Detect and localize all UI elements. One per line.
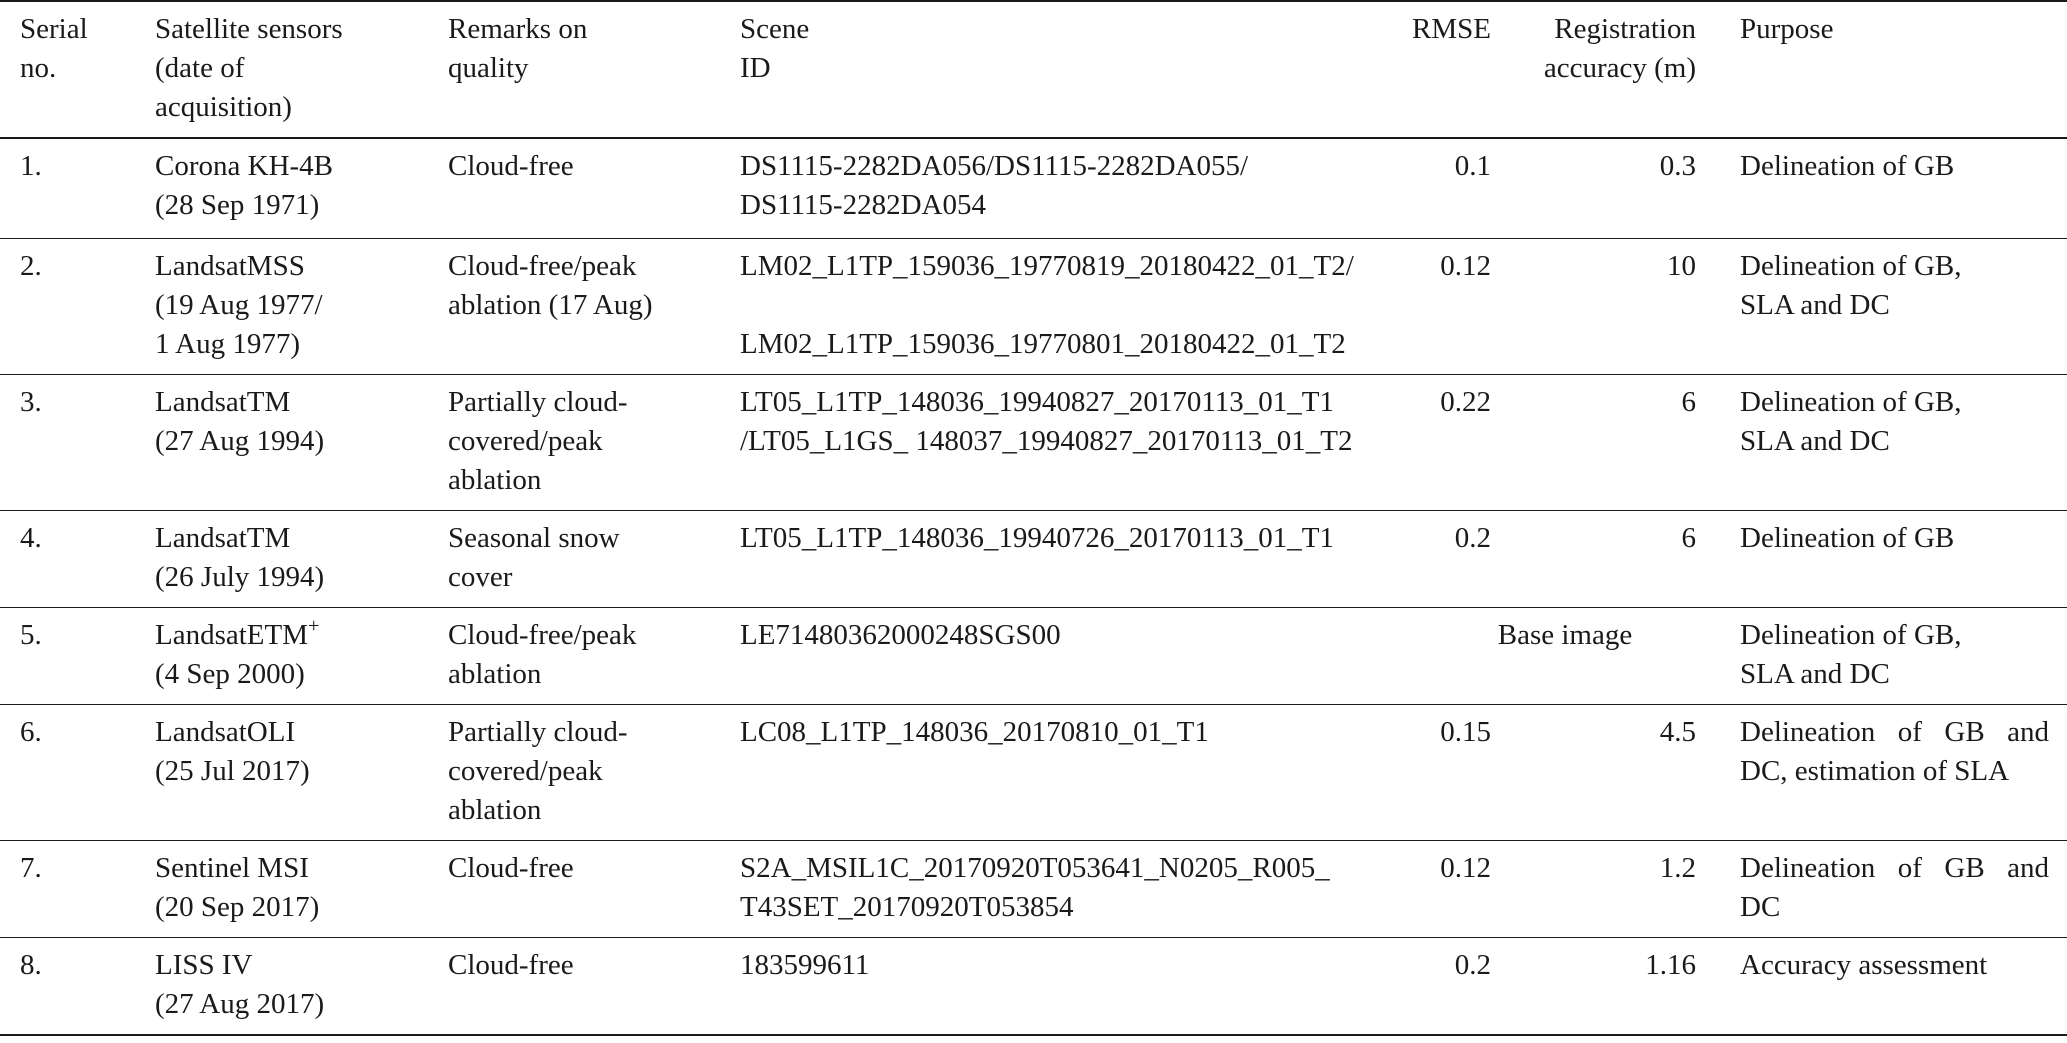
cell-sensor: LandsatTM (26 July 1994) [155, 521, 325, 593]
table-row [0, 374, 2067, 510]
cell-remarks: Partially cloud- covered/peak ablation [448, 715, 628, 826]
cell-registration-accuracy: 6 [1681, 521, 1696, 554]
cell-purpose: Delineation of GB, SLA and DC [1740, 249, 1962, 321]
cell-sensor: LISS IV (27 Aug 2017) [155, 948, 325, 1020]
cell-rmse: 0.2 [1454, 521, 1491, 554]
cell-rmse: 0.12 [1440, 851, 1491, 884]
header-row [0, 1, 2067, 138]
cell-scene-id: S2A_MSIL1C_20170920T053641_N0205_R005_ T43SET_20170920T053854 [740, 851, 1330, 923]
cell-purpose: Delineation of GB and DC [1740, 851, 2049, 923]
header-registration-accuracy: Registration accuracy (m) [1543, 13, 1696, 84]
cell-remarks: Seasonal snow cover [448, 521, 620, 593]
table-header [0, 1, 2067, 138]
header-remarks-on-quality: Remarks on quality [448, 13, 588, 84]
cell-base-image: Base image [1497, 618, 1633, 651]
table-body [0, 138, 2067, 1035]
cell-purpose: Delineation of GB, SLA and DC [1740, 385, 1962, 457]
cell-serial: 4. [20, 521, 42, 554]
cell-serial: 6. [20, 715, 42, 748]
header-satellite-sensors: Satellite sensors (date of acquisition) [155, 13, 343, 123]
table-row [0, 238, 2067, 374]
cell-registration-accuracy: 6 [1681, 385, 1696, 418]
table-row [0, 138, 2067, 238]
cell-scene-id: LT05_L1TP_148036_19940827_20170113_01_T1 /LT05_L1GS_ 148037_19940827_20170113_01_T2 [740, 385, 1353, 457]
header-scene-id: Scene ID [740, 13, 810, 84]
table-row [0, 704, 2067, 840]
cell-serial: 2. [20, 249, 42, 282]
cell-remarks: Cloud-free/peak ablation [448, 618, 637, 690]
cell-registration-accuracy: 1.16 [1645, 948, 1696, 981]
cell-registration-accuracy: 0.3 [1659, 150, 1696, 182]
header-purpose: Purpose [1740, 13, 1834, 45]
cell-remarks: Cloud-free/peak ablation (17 Aug) [448, 249, 653, 321]
cell-sensor: LandsatOLI (25 Jul 2017) [155, 715, 310, 787]
cell-scene-id: DS1115-2282DA056/DS1115-2282DA055/ DS1115-2282DA054 [740, 150, 1249, 221]
cell-rmse: 0.1 [1454, 150, 1491, 182]
cell-registration-accuracy: 1.2 [1659, 851, 1696, 884]
cell-rmse: 0.12 [1440, 249, 1491, 282]
cell-remarks: Cloud-free [448, 851, 574, 884]
cell-purpose: Delineation of GB and DC, estimation of SLA [1740, 715, 2049, 787]
cell-purpose: Delineation of GB [1740, 150, 1955, 182]
cell-registration-accuracy: 4.5 [1659, 715, 1696, 748]
cell-remarks: Partially cloud- covered/peak ablation [448, 385, 628, 496]
cell-rmse: 0.22 [1440, 385, 1491, 418]
sensor-date: (4 Sep 2000) [155, 657, 305, 690]
table-row [0, 840, 2067, 937]
cell-scene-id: 183599611 [740, 948, 870, 981]
cell-serial: 3. [20, 385, 42, 418]
cell-serial: 5. [20, 618, 42, 651]
cell-scene-id: LM02_L1TP_159036_19770819_20180422_01_T2/ LM02_L1TP_159036_19770801_20180422_01_T2 [740, 249, 1354, 360]
cell-purpose: Delineation of GB [1740, 521, 1955, 554]
header-rmse: RMSE [1412, 13, 1491, 45]
cell-purpose: Accuracy assessment [1740, 948, 1988, 981]
cell-rmse: 0.15 [1440, 715, 1491, 748]
table-row [0, 607, 2067, 704]
cell-sensor: LandsatMSS (19 Aug 1977/ 1 Aug 1977) [155, 249, 323, 360]
cell-sensor: Sentinel MSI (20 Sep 2017) [155, 851, 320, 923]
table-row [0, 510, 2067, 607]
cell-sensor: Corona KH-4B (28 Sep 1971) [155, 150, 334, 221]
cell-sensor: LandsatTM (27 Aug 1994) [155, 385, 325, 457]
cell-purpose: Delineation of GB, SLA and DC [1740, 618, 1962, 690]
cell-serial: 8. [20, 948, 42, 981]
cell-scene-id: LT05_L1TP_148036_19940726_20170113_01_T1 [740, 521, 1334, 554]
cell-rmse: 0.2 [1454, 948, 1491, 981]
table-row [0, 937, 2067, 1035]
cell-serial: 1. [20, 150, 42, 182]
cell-remarks: Cloud-free [448, 948, 574, 981]
cell-serial: 7. [20, 851, 42, 884]
cell-sensor [135, 607, 428, 704]
cell-remarks: Cloud-free [448, 150, 574, 182]
cell-registration-accuracy: 10 [1667, 249, 1696, 282]
sensor-superscript: + [308, 614, 320, 637]
cell-scene-id: LC08_L1TP_148036_20170810_01_T1 [740, 715, 1209, 748]
sensor-name: LandsatETM [155, 618, 309, 651]
cell-scene-id: LE71480362000248SGS00 [740, 618, 1061, 651]
header-serial-no: Serial no. [20, 13, 88, 84]
